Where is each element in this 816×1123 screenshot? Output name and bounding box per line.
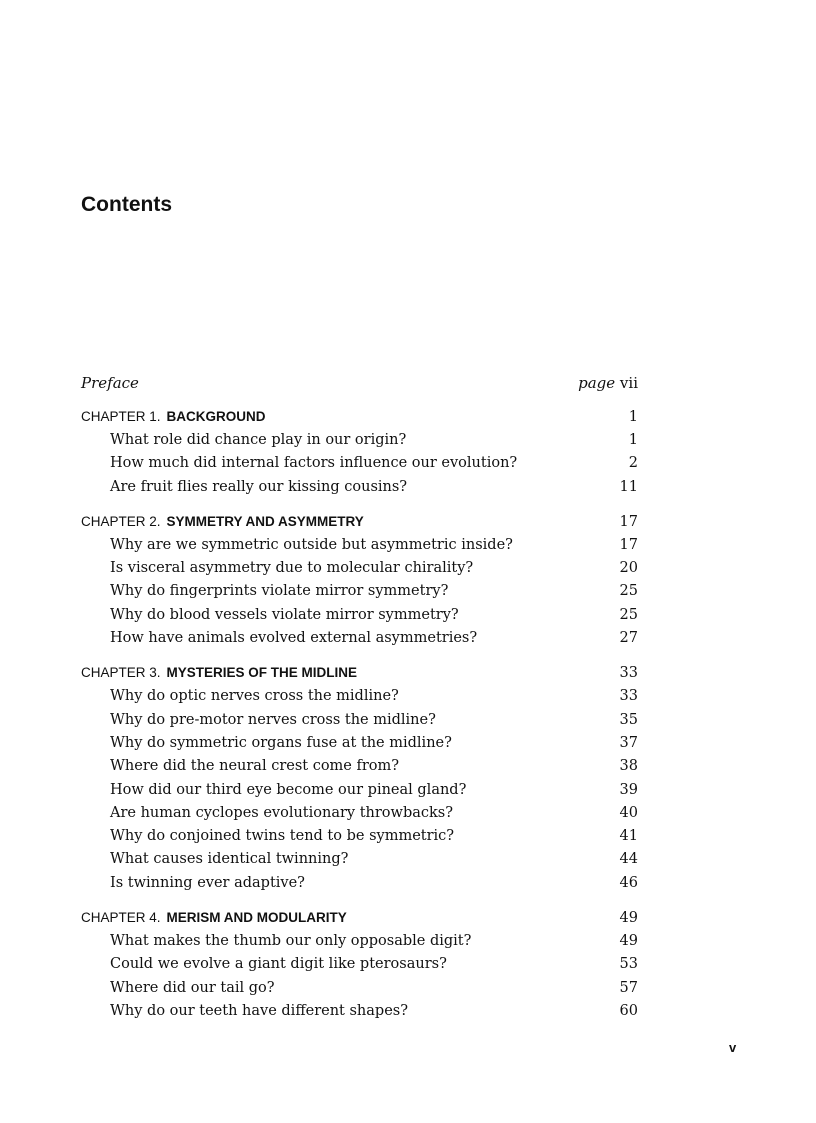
toc-entry[interactable]	[81, 432, 638, 455]
chapter-page: 33	[619, 665, 638, 682]
toc-entry-title: Could we evolve a giant digit like pterosaurs?	[110, 956, 447, 973]
chapter-section	[81, 910, 638, 1026]
toc-entry-page: 41	[619, 828, 638, 845]
toc-entry[interactable]	[81, 630, 638, 653]
toc-entry-page: 35	[619, 711, 638, 728]
toc-entry-page: 38	[619, 758, 638, 775]
chapter-label	[81, 409, 266, 425]
toc-entry-page: 39	[619, 781, 638, 798]
chapter-page: 49	[619, 910, 638, 927]
toc-entry-page: 49	[619, 933, 638, 950]
toc-entry-title: Why do symmetric organs fuse at the midline?	[110, 734, 452, 751]
toc-entry-page: 60	[619, 1002, 638, 1019]
toc-entry-page: 17	[619, 536, 638, 553]
chapter-heading[interactable]	[81, 665, 638, 688]
toc-entry-title: Where did our tail go?	[110, 979, 275, 996]
toc-entry-title: How have animals evolved external asymmetries?	[110, 630, 478, 647]
preface-page	[578, 374, 638, 392]
toc-entry-title: What role did chance play in our origin?	[110, 432, 407, 448]
chapter-section	[81, 665, 638, 898]
toc-entry[interactable]	[81, 479, 638, 502]
toc-entry-page: 25	[619, 606, 638, 623]
chapter-page: 17	[619, 513, 638, 530]
toc-entry[interactable]	[81, 980, 638, 1003]
toc-entry-page: 2	[628, 455, 638, 472]
table-of-contents	[81, 374, 638, 1026]
toc-entry[interactable]	[81, 828, 638, 851]
chapter-heading[interactable]	[81, 910, 638, 933]
chapter-section	[81, 514, 638, 653]
toc-entry-title: Is visceral asymmetry due to molecular chirality?	[110, 560, 474, 577]
toc-entry-title: How did our third eye become our pineal gland?	[110, 781, 467, 798]
preface-page-number: vii	[619, 374, 638, 392]
page-title: Contents	[81, 193, 172, 216]
toc-entry[interactable]	[81, 607, 638, 630]
page-prefix: page	[578, 374, 616, 392]
chapter-list	[81, 409, 638, 1026]
chapter-number: CHAPTER 4.	[81, 910, 161, 926]
toc-entry-title: Where did the neural crest come from?	[110, 758, 400, 775]
chapter-page: 1	[628, 409, 638, 425]
toc-entry-title: Why do pre-motor nerves cross the midline?	[110, 711, 436, 728]
chapter-label	[81, 514, 364, 530]
toc-entry[interactable]	[81, 933, 638, 956]
toc-preface-row[interactable]	[81, 374, 638, 397]
toc-entry[interactable]	[81, 1003, 638, 1026]
toc-entry-page: 11	[619, 478, 638, 495]
toc-entry[interactable]	[81, 560, 638, 583]
toc-entry-title: Are human cyclopes evolutionary throwbacks?	[110, 804, 454, 821]
toc-entry-page: 20	[619, 560, 638, 577]
preface-label: Preface	[81, 374, 139, 392]
chapter-number: CHAPTER 1.	[81, 409, 161, 424]
toc-entry[interactable]	[81, 712, 638, 735]
toc-entry-page: 40	[619, 804, 638, 821]
chapter-title: MERISM AND MODULARITY	[166, 910, 347, 926]
chapter-label	[81, 665, 357, 681]
toc-entry-title: How much did internal factors influence our evolution?	[110, 455, 518, 472]
toc-entry-title: Why do our teeth have different shapes?	[110, 1002, 408, 1019]
toc-entry-title: Why do blood vessels violate mirror symmetry?	[110, 606, 459, 623]
chapter-heading[interactable]	[81, 409, 638, 432]
toc-entry-title: Why do fingerprints violate mirror symmetry?	[110, 583, 449, 600]
toc-entry[interactable]	[81, 782, 638, 805]
toc-entry-page: 37	[619, 734, 638, 751]
toc-entry-title: What makes the thumb our only opposable digit?	[110, 933, 472, 950]
toc-entry[interactable]	[81, 735, 638, 758]
toc-entry[interactable]	[81, 851, 638, 874]
toc-entry[interactable]	[81, 956, 638, 979]
chapter-title: BACKGROUND	[166, 409, 266, 424]
toc-entry[interactable]	[81, 583, 638, 606]
toc-entry-page: 1	[628, 432, 638, 448]
toc-entry[interactable]	[81, 758, 638, 781]
toc-entry-title: What causes identical twinning?	[110, 851, 349, 868]
chapter-number: CHAPTER 2.	[81, 513, 161, 529]
toc-entry-page: 46	[619, 874, 638, 891]
toc-entry[interactable]	[81, 875, 638, 898]
toc-entry[interactable]	[81, 688, 638, 711]
toc-entry-page: 57	[619, 979, 638, 996]
chapter-title: MYSTERIES OF THE MIDLINE	[166, 665, 358, 681]
toc-entry-page: 33	[619, 688, 638, 705]
toc-entry-title: Why do conjoined twins tend to be symmetric?	[110, 828, 455, 845]
chapter-label	[81, 910, 347, 926]
toc-entry[interactable]	[81, 805, 638, 828]
toc-entry[interactable]	[81, 455, 638, 478]
toc-entry-page: 44	[619, 851, 638, 868]
toc-entry-page: 27	[619, 630, 638, 647]
toc-entry-page: 53	[619, 956, 638, 973]
chapter-title: SYMMETRY AND ASYMMETRY	[166, 513, 364, 529]
chapter-section	[81, 409, 638, 502]
toc-entry-title: Are fruit flies really our kissing cousins?	[110, 478, 408, 495]
toc-entry-title: Is twinning ever adaptive?	[110, 874, 305, 891]
chapter-number: CHAPTER 3.	[81, 665, 161, 681]
toc-entry-page: 25	[619, 583, 638, 600]
toc-entry-title: Why do optic nerves cross the midline?	[110, 688, 399, 705]
toc-entry-title: Why are we symmetric outside but asymmetric inside?	[110, 536, 513, 553]
chapter-heading[interactable]	[81, 514, 638, 537]
toc-entry[interactable]	[81, 537, 638, 560]
page-number: v	[729, 1040, 737, 1055]
